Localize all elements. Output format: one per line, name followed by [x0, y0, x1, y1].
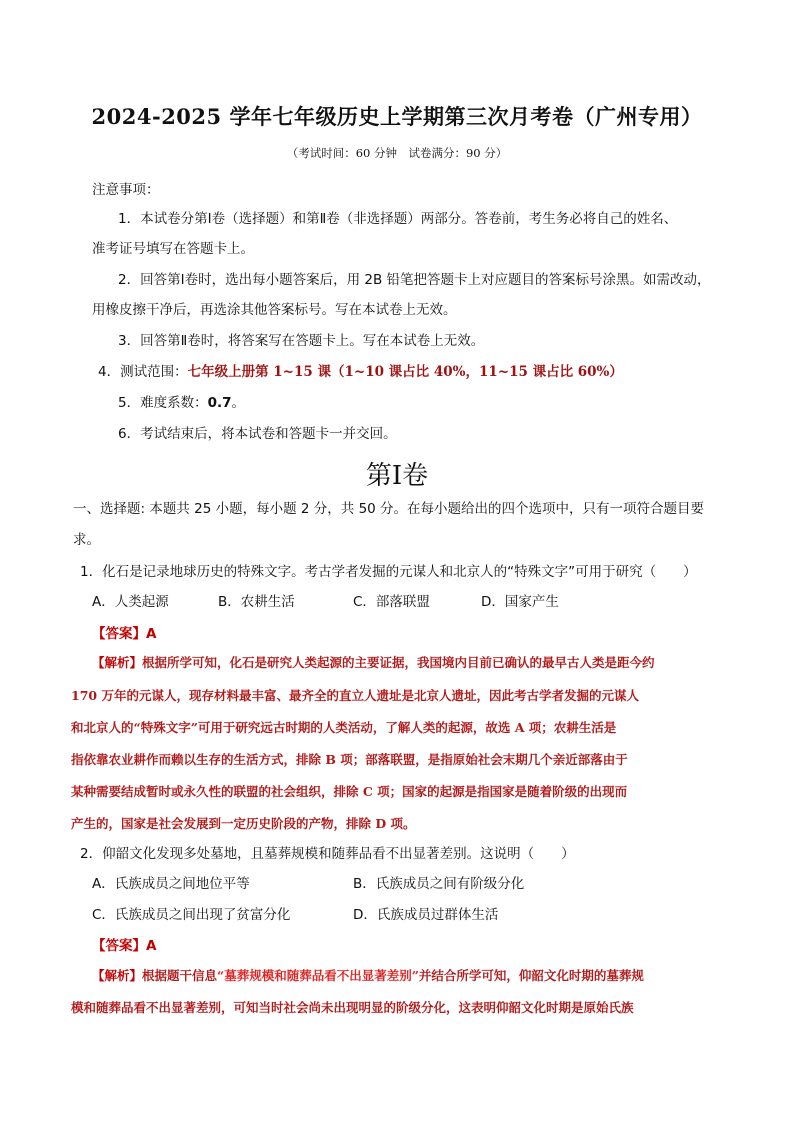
- notice-item-5: [118, 391, 245, 411]
- analysis-tag: 【解析】: [92, 968, 143, 983]
- question-2-analysis-line-1: [92, 966, 644, 984]
- question-2-option-b: B．氏族成员之间有阶级分化: [353, 876, 525, 892]
- notice-item-1-line-1: 1．本试卷分第Ⅰ卷（选择题）和第Ⅱ卷（非选择题）两部分。答卷前，考生务必将自己的姓名、: [118, 211, 678, 227]
- question-2-option-a: A．氏族成员之间地位平等: [92, 876, 250, 892]
- question-1-analysis-line-6: 产生的，国家是社会发展到一定历史阶段的产物，排除 D 项。: [71, 816, 416, 831]
- answer-value: A: [146, 938, 157, 954]
- answer-value: A: [146, 626, 157, 642]
- answer-tag: 【答案】: [92, 626, 146, 642]
- notice-item-4: [98, 360, 623, 380]
- question-1-option-a: A．人类起源: [92, 594, 169, 610]
- notice-item-5-suffix: 。: [231, 395, 246, 411]
- section-instructions-line-1: 一、选择题: 本题共 25 小题，每小题 2 分，共 50 分。在每小题给出的四个选项中，只有一项符合题目要: [73, 501, 705, 517]
- question-2-answer: [92, 934, 156, 954]
- analysis-quote: “墓葬规模和随葬品看不出显著差别”: [217, 968, 419, 983]
- question-1-analysis-line-5: 某种需要结成暂时或永久性的联盟的社会组织，排除 C 项；国家的起源是指国家是随着阶级的出现而: [71, 784, 628, 799]
- notice-heading: 注意事项：: [92, 182, 160, 198]
- notice-item-2-line-2: 用橡皮擦干净后，再选涂其他答案标号。写在本试卷上无效。: [92, 302, 457, 318]
- question-1-analysis-line-3: 和北京人的“特殊文字”可用于研究远古时期的人类活动，了解人类的起源，故选 A 项；农耕生活是: [71, 720, 617, 735]
- section-instructions-line-2: 求。: [73, 532, 100, 548]
- notice-item-3: 3．回答第Ⅱ卷时，将答案写在答题卡上。写在本试卷上无效。: [118, 333, 485, 349]
- question-1-analysis-line-4: 指依靠农业耕作而赖以生存的生活方式，排除 B 项；部落联盟，是指原始社会末期几个亲近部落由于: [71, 752, 628, 767]
- exam-info: （考试时间：60 分钟 试卷满分：90 分）: [286, 146, 508, 160]
- question-1-analysis-line-1: [92, 653, 655, 671]
- answer-tag: 【答案】: [92, 938, 146, 954]
- question-2-option-c: C．氏族成员之间出现了贫富分化: [92, 907, 291, 923]
- analysis-text: 根据题干信息: [142, 968, 218, 983]
- analysis-text-cont: 并结合所学可知，仰韶文化时期的墓葬规: [418, 968, 644, 983]
- question-2-analysis-line-2: 模和随葬品看不出显著差别，可知当时社会尚未出现明显的阶级分化，这表明仰韶文化时期是原始氏族: [71, 1000, 634, 1015]
- question-1-stem: 1．化石是记录地球历史的特殊文字。考古学者发掘的元谋人和北京人的“特殊文字”可用于研究（ ）: [80, 564, 697, 580]
- notice-item-1-line-2: 准考证号填写在答题卡上。: [92, 241, 254, 257]
- notice-item-2-line-1: 2．回答第Ⅰ卷时，选出每小题答案后，用 2B 铅笔把答题卡上对应题目的答案标号涂黑。如需改动，: [118, 272, 711, 288]
- question-1-answer: [92, 622, 156, 642]
- question-2-option-d: D．氏族成员过群体生活: [353, 907, 499, 923]
- page-title: 2024-2025 学年七年级历史上学期第三次月考卷（广州专用）: [91, 104, 703, 129]
- question-1-analysis-line-2: 170 万年的元谋人，现存材料最丰富、最齐全的直立人遗址是北京人遗址，因此考古学者发掘的元谋人: [71, 688, 639, 703]
- question-1-option-c: C．部落联盟: [353, 594, 430, 610]
- analysis-text: 根据所学可知，化石是研究人类起源的主要证据，我国境内目前已确认的最早古人类是距今约: [142, 655, 655, 670]
- volume-heading: 第Ⅰ卷: [365, 461, 429, 491]
- notice-item-5-prefix: 5．难度系数：: [118, 395, 208, 411]
- notice-item-4-prefix: 4．测试范围：: [98, 364, 188, 380]
- test-range: 七年级上册第 1~15 课（1~10 课占比 40%，11~15 课占比 60%）: [187, 364, 623, 380]
- difficulty-value: 0.7: [207, 395, 232, 411]
- question-1-option-d: D．国家产生: [481, 594, 559, 610]
- analysis-tag: 【解析】: [92, 655, 143, 670]
- notice-item-6: 6．考试结束后，将本试卷和答题卡一并交回。: [118, 426, 397, 442]
- question-1-option-b: B．农耕生活: [218, 594, 295, 610]
- question-2-stem: 2．仰韶文化发现多处墓地，且墓葬规模和随葬品看不出显著差别。这说明（ ）: [80, 846, 575, 862]
